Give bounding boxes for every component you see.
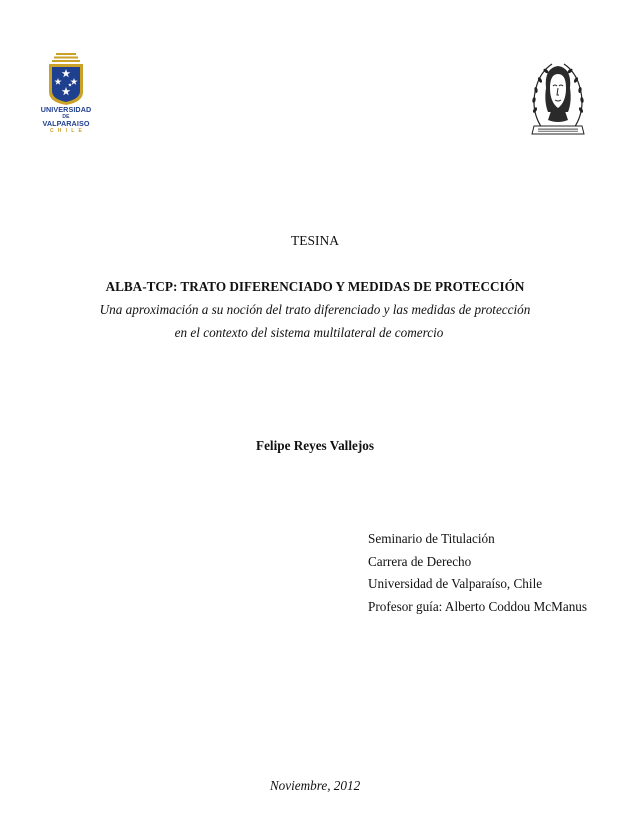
university-name-line3: VALPARAISO <box>42 119 90 128</box>
faculty-seal <box>528 58 588 142</box>
university-name-line2: DE <box>62 114 70 120</box>
document-type: TESINA <box>291 233 339 248</box>
detail-advisor: Profesor guía: Alberto Coddou McManus <box>368 598 588 614</box>
document-subtitle-line1: Una aproximación a su noción del trato diferenciado y las medidas de protección <box>99 302 531 317</box>
faculty-seal-icon <box>528 58 588 142</box>
university-shield-icon <box>46 52 86 106</box>
author-name: Felipe Reyes Vallejos <box>256 438 374 453</box>
detail-seminar: Seminario de Titulación <box>368 531 495 546</box>
thesis-details <box>368 528 587 618</box>
detail-university: Universidad de Valparaíso, Chile <box>368 576 543 592</box>
university-logo <box>34 52 98 135</box>
university-name-line1: UNIVERSIDAD <box>40 105 92 114</box>
detail-program: Carrera de Derecho <box>368 553 472 569</box>
document-title: ALBA-TCP: TRATO DIFERENCIADO Y MEDIDAS DE PROTECCIÓN <box>105 279 525 294</box>
university-country: CHILE <box>50 128 86 134</box>
document-subtitle-line2: en el contexto del sistema multilateral de comercio <box>174 325 444 340</box>
document-date: Noviembre, 2012 <box>269 778 361 793</box>
